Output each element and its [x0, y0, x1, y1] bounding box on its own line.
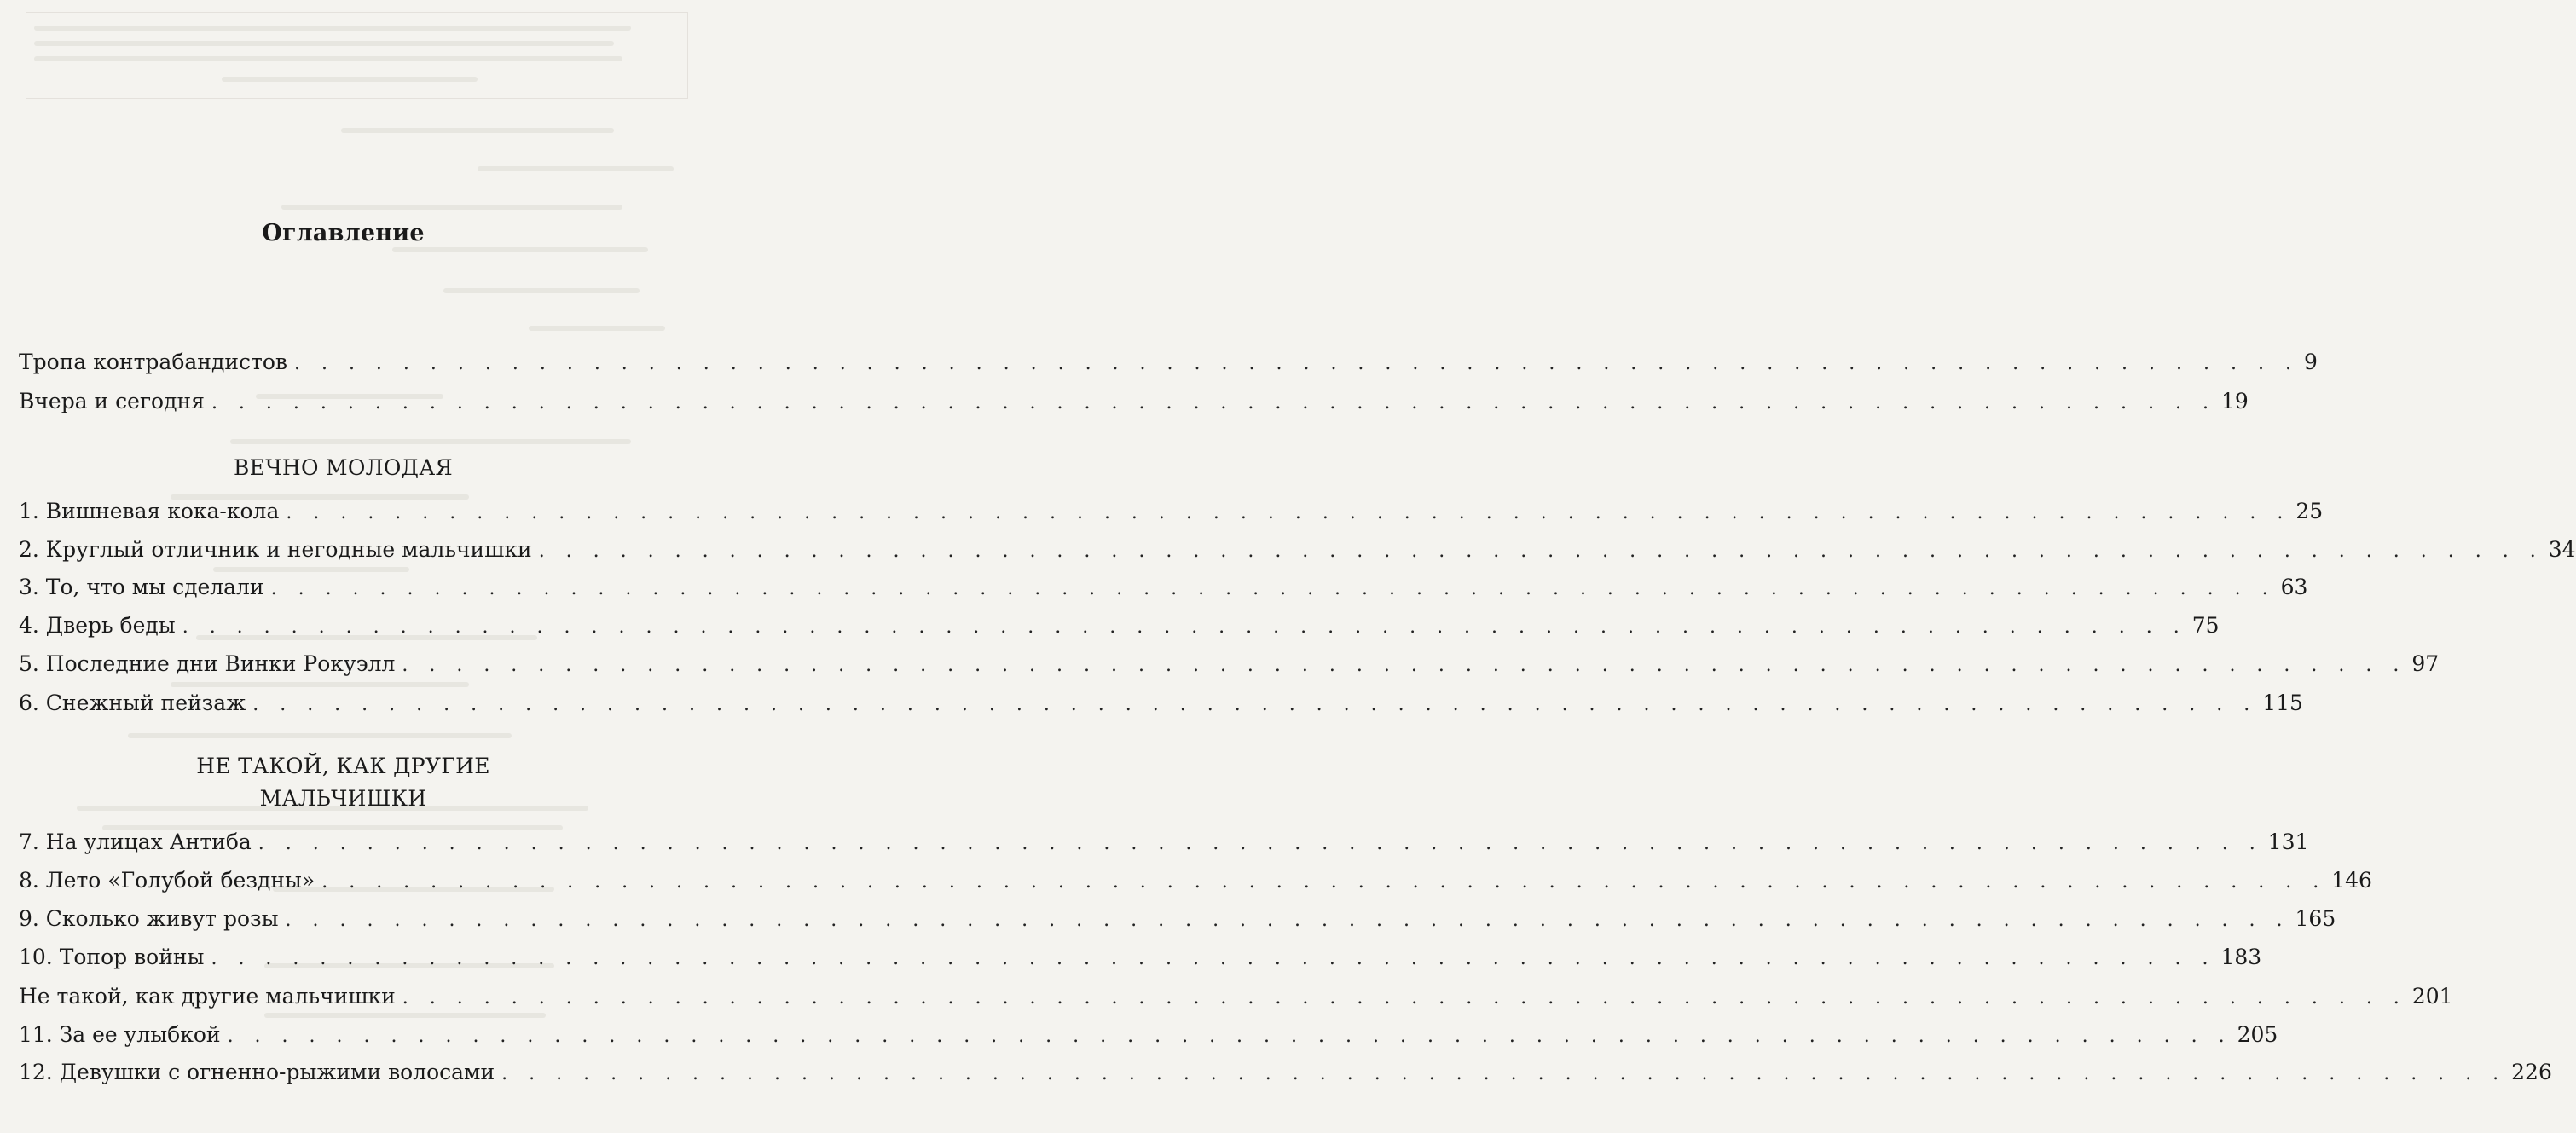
- dot-leader: . . . . . . . . . . . . . . . . . . . . . . . . . . . . . . . . . . . . . . . . . . . . . . . . . . . . . . . . . . . . . . . . . . . . . . . . . .: [270, 578, 2276, 599]
- toc-entry-page: 131: [2267, 830, 2309, 854]
- toc-entry-title: 11. За ее улыбкой: [19, 1022, 221, 1047]
- toc-entry[interactable]: [19, 647, 2440, 681]
- bleed-through-mark: [128, 733, 512, 738]
- dot-leader: . . . . . . . . . . . . . . . . . . . . . . . . . . . . . . . . . . . . . . . . . . . . . . . . . . . . . . . . . . . . . . . . . . . . . . . . . .: [293, 353, 2299, 374]
- toc-entry-page: 34: [2548, 537, 2576, 562]
- toc-entry-title: 3. То, что мы сделали: [19, 575, 264, 599]
- bleed-through-mark: [281, 205, 622, 210]
- toc-entry-title: Тропа контрабандистов: [19, 350, 287, 374]
- toc-entry[interactable]: [19, 384, 2249, 419]
- toc-entry[interactable]: [19, 494, 2324, 529]
- toc-entry-page: 201: [2411, 984, 2453, 1009]
- toc-entry-page: 146: [2331, 868, 2372, 893]
- dot-leader: . . . . . . . . . . . . . . . . . . . . . . . . . . . . . . . . . . . . . . . . . . . . . . . . . . . . . . . . . . . . . . . . . . . . . . . . . .: [211, 948, 2216, 969]
- bleed-through-mark: [443, 288, 640, 293]
- bleed-through-mark: [392, 247, 648, 252]
- toc-entry-page: 115: [2262, 691, 2303, 715]
- toc-entry-title: 1. Вишневая кока-кола: [19, 499, 280, 523]
- toc-entry-title: 4. Дверь беды: [19, 613, 176, 638]
- toc-entry[interactable]: [19, 345, 2318, 379]
- dot-leader: . . . . . . . . . . . . . . . . . . . . . . . . . . . . . . . . . . . . . . . . . . . . . . . . . . . . . . . . . . . . . . . . . . . . . . . . . .: [258, 833, 2263, 854]
- toc-entry-title: 7. На улицах Антиба: [19, 830, 252, 854]
- toc-entry-page: 75: [2191, 613, 2220, 638]
- toc-entry[interactable]: [19, 902, 2336, 936]
- toc-entry-page: 97: [2411, 651, 2440, 676]
- toc-entry-page: 9: [2303, 350, 2318, 374]
- toc-entry-title: 2. Круглый отличник и негодные мальчишки: [19, 537, 532, 562]
- dot-leader: . . . . . . . . . . . . . . . . . . . . . . . . . . . . . . . . . . . . . . . . . . . . . . . . . . . . . . . . . . . . . . . . . . . . . . . . . .: [227, 1026, 2232, 1047]
- toc-entry[interactable]: [19, 570, 2308, 604]
- dot-leader: . . . . . . . . . . . . . . . . . . . . . . . . . . . . . . . . . . . . . . . . . . . . . . . . . . . . . . . . . . . . . . . . . . . . . . . . . .: [182, 616, 2187, 638]
- toc-entry-title: 9. Сколько живут розы: [19, 906, 279, 931]
- dot-leader: . . . . . . . . . . . . . . . . . . . . . . . . . . . . . . . . . . . . . . . . . . . . . . . . . . . . . . . . . . . . . . . . . . . . . . . . . .: [286, 502, 2291, 523]
- dot-leader: . . . . . . . . . . . . . . . . . . . . . . . . . . . . . . . . . . . . . . . . . . . . . . . . . . . . . . . . . . . . . . . . . . . . . . . . . .: [285, 910, 2290, 931]
- bleed-through-mark: [34, 56, 622, 61]
- toc-entry[interactable]: [19, 864, 2372, 898]
- toc-entry-title: Вчера и сегодня: [19, 389, 205, 413]
- toc-entry-title: 6. Снежный пейзаж: [19, 691, 246, 715]
- toc-entry-page: 25: [2295, 499, 2324, 523]
- toc-entry[interactable]: [19, 825, 2309, 859]
- bleed-through-mark: [341, 128, 614, 133]
- toc-entry-page: 19: [2220, 389, 2249, 413]
- toc-entry-title: 8. Лето «Голубой бездны»: [19, 868, 315, 893]
- bleed-through-mark: [34, 41, 614, 46]
- toc-entry-title: 5. Последние дни Винки Рокуэлл: [19, 651, 396, 676]
- section-heading: МАЛЬЧИШКИ: [259, 786, 427, 811]
- section-heading: ВЕЧНО МОЛОДАЯ: [234, 455, 453, 480]
- bleed-through-mark: [478, 166, 674, 171]
- toc-entry-page: 183: [2220, 945, 2262, 969]
- dot-leader: . . . . . . . . . . . . . . . . . . . . . . . . . . . . . . . . . . . . . . . . . . . . . . . . . . . . . . . . . . . . . . . . . . . . . . . . . .: [252, 694, 2258, 715]
- toc-entry-page: 205: [2237, 1022, 2278, 1047]
- toc-entry-title: 12. Девушки с огненно-рыжими волосами: [19, 1060, 495, 1084]
- dot-leader: . . . . . . . . . . . . . . . . . . . . . . . . . . . . . . . . . . . . . . . . . . . . . . . . . . . . . . . . . . . . . . . . . . . . . . . . . .: [538, 540, 2544, 562]
- toc-entry-page: 165: [2295, 906, 2336, 931]
- toc-entry[interactable]: [19, 609, 2220, 643]
- dot-leader: . . . . . . . . . . . . . . . . . . . . . . . . . . . . . . . . . . . . . . . . . . . . . . . . . . . . . . . . . . . . . . . . . . . . . . . . . .: [321, 871, 2327, 893]
- toc-entry-page: 226: [2511, 1060, 2552, 1084]
- dot-leader: . . . . . . . . . . . . . . . . . . . . . . . . . . . . . . . . . . . . . . . . . . . . . . . . . . . . . . . . . . . . . . . . . . . . . . . . . .: [402, 987, 2407, 1009]
- dot-leader: . . . . . . . . . . . . . . . . . . . . . . . . . . . . . . . . . . . . . . . . . . . . . . . . . . . . . . . . . . . . . . . . . . . . . . . . . .: [211, 392, 2216, 413]
- toc-entry[interactable]: [19, 1055, 2552, 1090]
- toc-entry[interactable]: [19, 686, 2303, 720]
- toc-entry[interactable]: [19, 980, 2453, 1014]
- dot-leader: . . . . . . . . . . . . . . . . . . . . . . . . . . . . . . . . . . . . . . . . . . . . . . . . . . . . . . . . . . . . . . . . . . . . . . . . . .: [501, 1063, 2507, 1084]
- bleed-through-mark: [34, 26, 631, 31]
- toc-entry[interactable]: [19, 533, 2576, 567]
- toc-entry-title: Не такой, как другие мальчишки: [19, 984, 396, 1009]
- section-heading: НЕ ТАКОЙ, КАК ДРУГИЕ: [196, 754, 490, 778]
- toc-entry[interactable]: [19, 940, 2262, 974]
- dot-leader: . . . . . . . . . . . . . . . . . . . . . . . . . . . . . . . . . . . . . . . . . . . . . . . . . . . . . . . . . . . . . . . . . . . . . . . . . .: [402, 655, 2407, 676]
- toc-entry[interactable]: [19, 1018, 2278, 1052]
- toc-entry-page: 63: [2280, 575, 2308, 599]
- bleed-through-mark: [222, 77, 478, 82]
- toc-heading: Оглавление: [262, 220, 425, 246]
- toc-entry-title: 10. Топор войны: [19, 945, 205, 969]
- bleed-through-mark: [230, 439, 631, 444]
- bleed-through-mark: [529, 326, 665, 331]
